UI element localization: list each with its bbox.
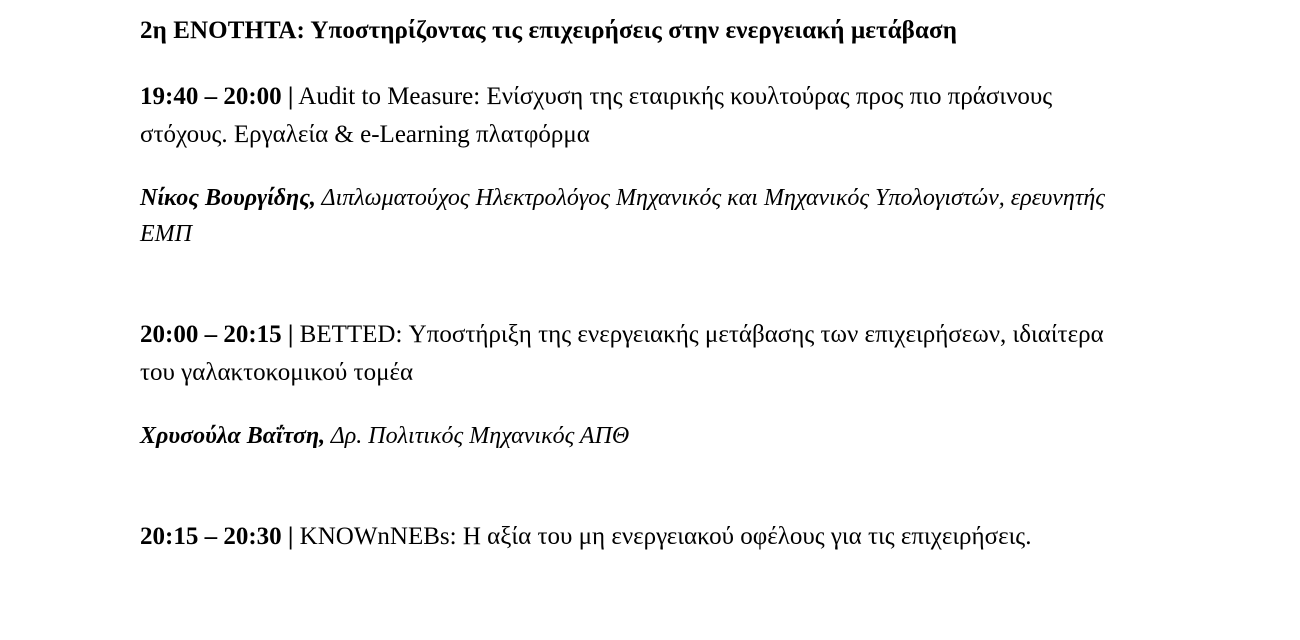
speaker-role: Δρ. Πολιτικός Μηχανικός ΑΠΘ	[330, 422, 630, 449]
slot-title: Audit to Measure: Ενίσχυση της εταιρικής κουλτούρας προς πιο πράσινους στόχους. Εργαλεία & e-Learning πλατφόρμα	[140, 82, 1053, 148]
agenda-slot-1	[140, 78, 1140, 252]
slot-title: KNOWnNEBs: Η αξία του μη ενεργειακού οφέλους για τις επιχειρήσεις.	[299, 522, 1032, 550]
agenda-slot-line	[140, 518, 1140, 556]
slot-separator: |	[287, 82, 294, 110]
agenda-slot-line	[140, 316, 1140, 392]
speaker-name: Νίκος Βουργίδης,	[140, 184, 316, 211]
slot-title: BETTED: Υποστήριξη της ενεργειακής μετάβασης των επιχειρήσεων, ιδιαίτερα του γαλακτοκομικού τομέα	[140, 320, 1104, 386]
slot-time: 20:15 – 20:30	[140, 522, 282, 550]
slot-separator: |	[287, 522, 294, 550]
speaker-name: Χρυσούλα Βαΐτση,	[140, 422, 326, 449]
slot-time: 20:00 – 20:15	[140, 320, 282, 348]
speaker-line	[140, 418, 1140, 454]
speaker-line	[140, 180, 1140, 252]
agenda-slot-2	[140, 316, 1140, 454]
slot-time: 19:40 – 20:00	[140, 82, 282, 110]
slot-separator: |	[287, 320, 294, 348]
agenda-slot-3	[140, 518, 1140, 556]
page-title: 2η ΕΝΟΤΗΤΑ: Υποστηρίζοντας τις επιχειρήσεις στην ενεργειακή μετάβαση	[140, 17, 957, 44]
agenda-slot-line	[140, 78, 1140, 154]
speaker-role: Διπλωματούχος Ηλεκτρολόγος Μηχανικός και Μηχανικός Υπολογιστών, ερευνητής ΕΜΠ	[140, 184, 1106, 247]
